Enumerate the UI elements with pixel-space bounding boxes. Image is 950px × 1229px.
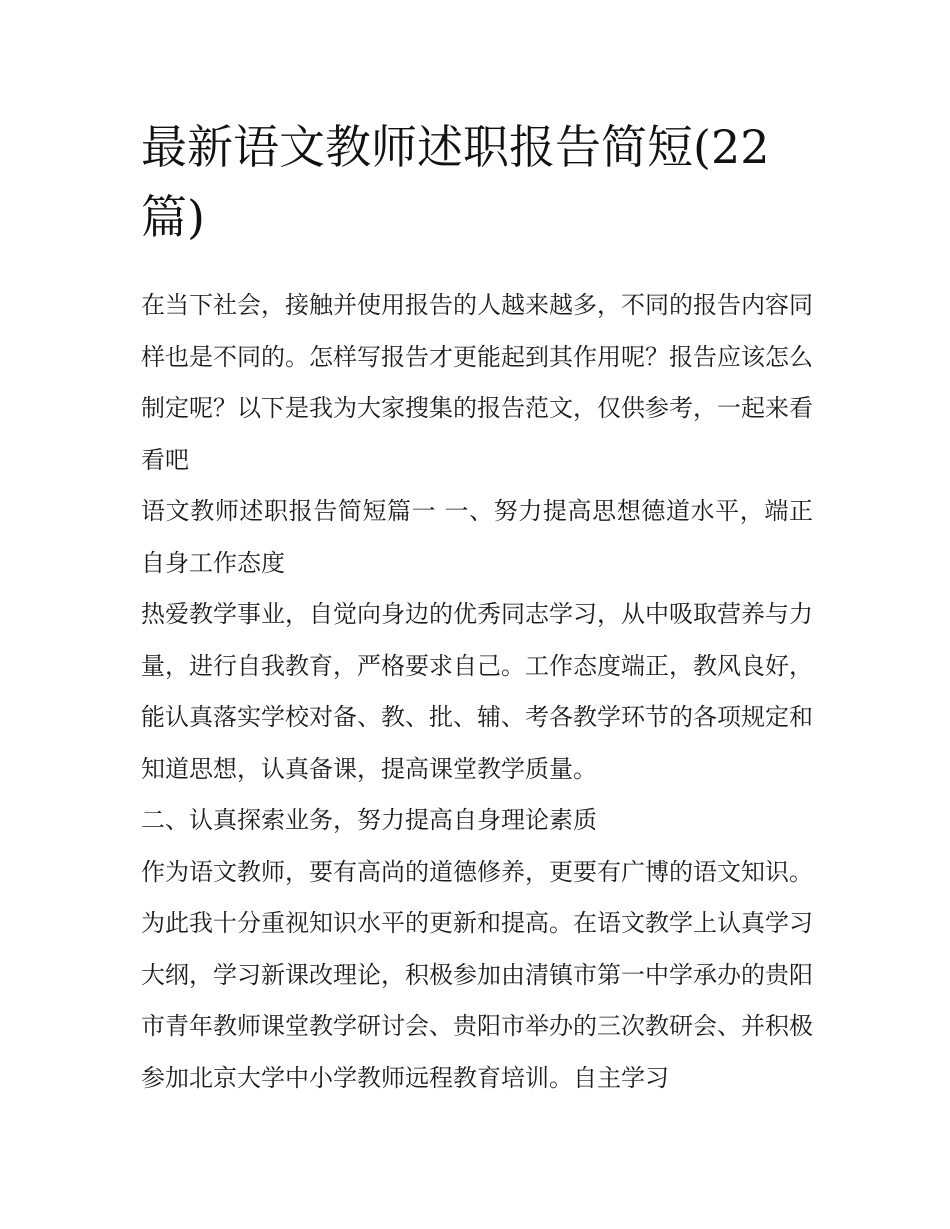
document-title: 最新语文教师述职报告简短(22篇) bbox=[141, 120, 770, 244]
section-two-heading: 二、认真探索业务，努力提高自身理论素质 bbox=[141, 806, 597, 834]
section-two-paragraph: 作为语文教师，要有高尚的道德修养，更要有广博的语文知识。为此我十分重视知识水平的更新和提高。在语文教学上认真学习大纲，学习新课改理论，积极参加由清镇市第一中学承办的贵阳市青年教师课堂教学研讨会、贵阳市举办的三次教研会、并积极参加北京大学中小学教师远程教育培训。自主学习 bbox=[141, 857, 813, 1092]
section-one-paragraph: 热爱教学事业，自觉向身边的优秀同志学习，从中吸取营养与力量，进行自我教育，严格要求自己。工作态度端正，教风良好，能认真落实学校对备、教、批、辅、考各教学环节的各项规定和知道思想，认真备课，提高课堂教学质量。 bbox=[141, 600, 813, 783]
intro-paragraph: 在当下社会，接触并使用报告的人越来越多，不同的报告内容同样也是不同的。怎样写报告才更能起到其作用呢？报告应该怎么制定呢？以下是我为大家搜集的报告范文，仅供参考，一起来看看吧 bbox=[141, 291, 813, 474]
document-body bbox=[141, 112, 813, 1104]
section-one-heading: 语文教师述职报告简短篇一 一、努力提高思想德道水平，端正自身工作态度 bbox=[141, 497, 813, 577]
